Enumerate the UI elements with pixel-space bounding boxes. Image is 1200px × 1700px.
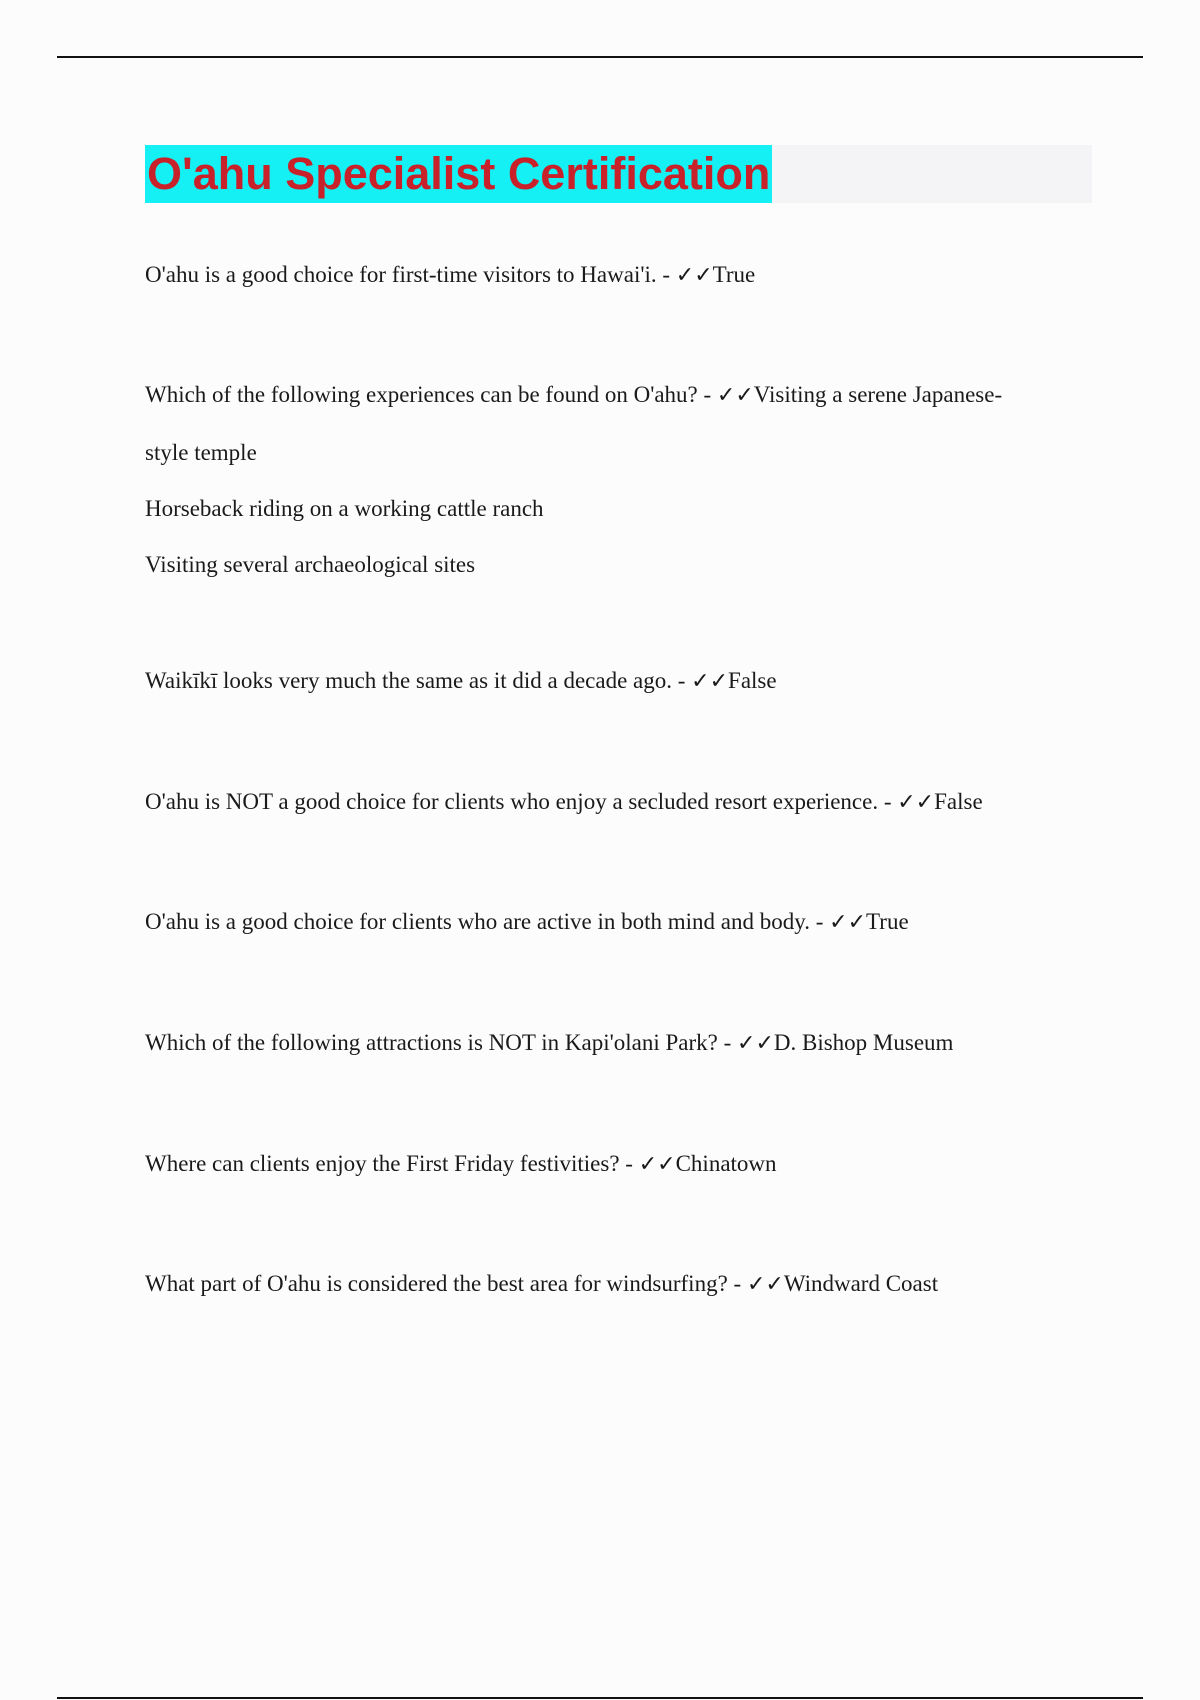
- check-icon: ✓✓: [897, 790, 935, 815]
- answer-4: False: [934, 789, 983, 814]
- question-7: Where can clients enjoy the First Friday festivities? -: [145, 1151, 639, 1176]
- question-2: Which of the following experiences can be found on O'ahu? -: [145, 382, 717, 407]
- check-icon: ✓✓: [737, 1031, 774, 1056]
- qa-item-6: [145, 1013, 1075, 1073]
- qa-item-4: [145, 772, 1075, 832]
- answer-2-line-2: Horseback riding on a working cattle ranch: [145, 496, 544, 521]
- answer-5: True: [866, 909, 909, 934]
- qa-item-1: [145, 245, 1075, 305]
- answer-6: D. Bishop Museum: [773, 1030, 954, 1055]
- check-icon: ✓✓: [675, 263, 713, 288]
- check-icon: ✓✓: [638, 1152, 676, 1177]
- check-icon: ✓✓: [691, 669, 729, 694]
- document-title: O'ahu Specialist Certification: [145, 145, 772, 203]
- question-8: What part of O'ahu is considered the best area for windsurfing? -: [145, 1271, 747, 1296]
- bottom-rule: [57, 1697, 1143, 1699]
- answer-8: Windward Coast: [783, 1271, 939, 1296]
- qa-item-7: [145, 1134, 1075, 1194]
- qa-item-2: [145, 365, 1075, 593]
- answer-2-line-3: Visiting several archaeological sites: [145, 552, 476, 577]
- answer-3: False: [728, 668, 777, 693]
- qa-item-8: [145, 1254, 1075, 1314]
- top-rule: [57, 56, 1143, 58]
- qa-item-5: [145, 892, 1075, 952]
- answer-7: Chinatown: [675, 1151, 777, 1176]
- check-icon: ✓✓: [746, 1272, 784, 1297]
- question-5: O'ahu is a good choice for clients who are active in both mind and body. -: [145, 909, 830, 934]
- check-icon: ✓✓: [716, 383, 754, 408]
- question-4: O'ahu is NOT a good choice for clients who enjoy a secluded resort experience. -: [145, 789, 898, 814]
- qa-item-3: [145, 651, 1075, 711]
- answer-2: Visiting a serene Japanese-: [753, 382, 1003, 407]
- check-icon: ✓✓: [829, 910, 867, 935]
- answer-2-line-1: style temple: [145, 440, 257, 465]
- question-6: Which of the following attractions is NOT in Kapi'olani Park? -: [145, 1030, 738, 1055]
- question-3: Waikīkī looks very much the same as it did a decade ago. -: [145, 668, 692, 693]
- answer-1: True: [712, 262, 756, 287]
- question-1: O'ahu is a good choice for first-time visitors to Hawai'i. -: [145, 262, 676, 287]
